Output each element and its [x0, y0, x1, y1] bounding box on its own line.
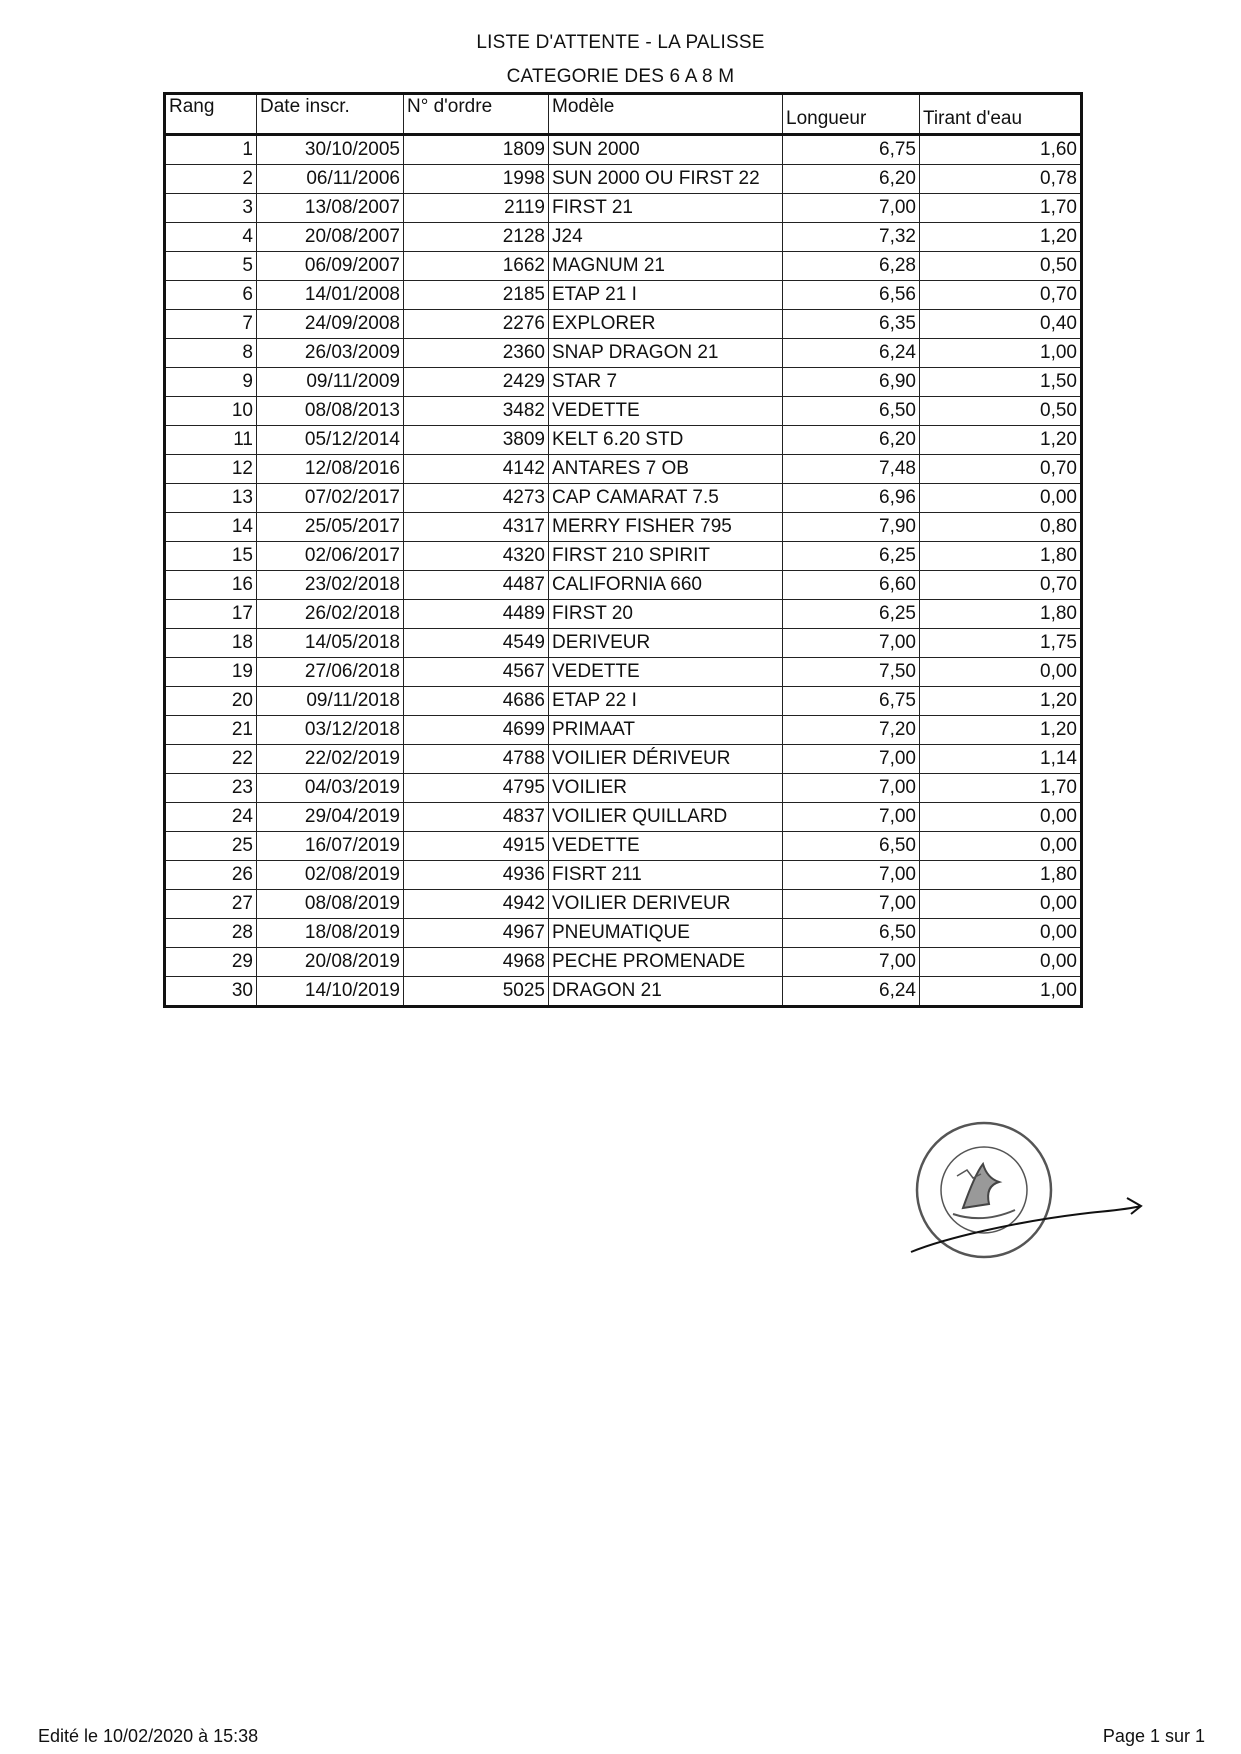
table-row [165, 890, 1082, 919]
cell-numero-ordre: 2185 [404, 281, 549, 310]
cell-numero-ordre: 4967 [404, 919, 549, 948]
cell-longueur: 6,75 [783, 135, 920, 165]
cell-date-inscription: 29/04/2019 [257, 803, 404, 832]
cell-tirant-eau: 1,80 [920, 600, 1082, 629]
footer-edited-date: Edité le 10/02/2020 à 15:38 [38, 1726, 259, 1746]
cell-longueur: 6,20 [783, 165, 920, 194]
cell-numero-ordre: 5025 [404, 977, 549, 1007]
cell-date-inscription: 24/09/2008 [257, 310, 404, 339]
cell-tirant-eau: 0,00 [920, 832, 1082, 861]
cell-tirant-eau: 1,20 [920, 426, 1082, 455]
cell-numero-ordre: 2360 [404, 339, 549, 368]
cell-tirant-eau: 1,20 [920, 716, 1082, 745]
cell-date-inscription: 06/11/2006 [257, 165, 404, 194]
cell-rang: 28 [165, 919, 257, 948]
cell-date-inscription: 20/08/2007 [257, 223, 404, 252]
table-row [165, 455, 1082, 484]
stamp-signature [905, 1110, 1145, 1260]
cell-numero-ordre: 4936 [404, 861, 549, 890]
table-row [165, 919, 1082, 948]
cell-longueur: 6,60 [783, 571, 920, 600]
cell-numero-ordre: 4320 [404, 542, 549, 571]
cell-date-inscription: 26/03/2009 [257, 339, 404, 368]
cell-numero-ordre: 2128 [404, 223, 549, 252]
header-rang: Rang [165, 94, 257, 135]
cell-longueur: 6,50 [783, 397, 920, 426]
cell-tirant-eau: 1,80 [920, 861, 1082, 890]
cell-longueur: 6,35 [783, 310, 920, 339]
cell-numero-ordre: 4837 [404, 803, 549, 832]
cell-rang: 15 [165, 542, 257, 571]
cell-modele: ETAP 22 I [549, 687, 783, 716]
table-row [165, 368, 1082, 397]
cell-rang: 5 [165, 252, 257, 281]
cell-modele: MAGNUM 21 [549, 252, 783, 281]
cell-rang: 2 [165, 165, 257, 194]
table-row [165, 861, 1082, 890]
cell-tirant-eau: 0,00 [920, 658, 1082, 687]
cell-numero-ordre: 4942 [404, 890, 549, 919]
cell-modele: PECHE PROMENADE [549, 948, 783, 977]
cell-tirant-eau: 1,14 [920, 745, 1082, 774]
cell-modele: FIRST 210 SPIRIT [549, 542, 783, 571]
cell-date-inscription: 23/02/2018 [257, 571, 404, 600]
cell-numero-ordre: 1998 [404, 165, 549, 194]
table-row [165, 135, 1082, 165]
cell-modele: ANTARES 7 OB [549, 455, 783, 484]
cell-date-inscription: 27/06/2018 [257, 658, 404, 687]
table-row [165, 687, 1082, 716]
cell-numero-ordre: 4915 [404, 832, 549, 861]
cell-numero-ordre: 4273 [404, 484, 549, 513]
cell-date-inscription: 05/12/2014 [257, 426, 404, 455]
table-row [165, 977, 1082, 1007]
cell-modele: J24 [549, 223, 783, 252]
cell-date-inscription: 13/08/2007 [257, 194, 404, 223]
cell-modele: DRAGON 21 [549, 977, 783, 1007]
cell-numero-ordre: 4317 [404, 513, 549, 542]
cell-numero-ordre: 2429 [404, 368, 549, 397]
cell-modele: PNEUMATIQUE [549, 919, 783, 948]
cell-longueur: 6,25 [783, 600, 920, 629]
cell-numero-ordre: 4788 [404, 745, 549, 774]
cell-date-inscription: 25/05/2017 [257, 513, 404, 542]
cell-rang: 3 [165, 194, 257, 223]
cell-date-inscription: 08/08/2013 [257, 397, 404, 426]
cell-longueur: 7,00 [783, 774, 920, 803]
table-row [165, 600, 1082, 629]
cell-longueur: 7,90 [783, 513, 920, 542]
cell-longueur: 7,50 [783, 658, 920, 687]
table-row [165, 397, 1082, 426]
cell-longueur: 7,00 [783, 194, 920, 223]
cell-longueur: 7,00 [783, 745, 920, 774]
table-row [165, 774, 1082, 803]
cell-numero-ordre: 4795 [404, 774, 549, 803]
table-row [165, 571, 1082, 600]
header-tirant-eau: Tirant d'eau [920, 94, 1082, 135]
table-row [165, 948, 1082, 977]
cell-tirant-eau: 0,50 [920, 252, 1082, 281]
cell-date-inscription: 30/10/2005 [257, 135, 404, 165]
table-row [165, 629, 1082, 658]
cell-rang: 16 [165, 571, 257, 600]
cell-numero-ordre: 4968 [404, 948, 549, 977]
cell-rang: 9 [165, 368, 257, 397]
cell-modele: VOILIER DÉRIVEUR [549, 745, 783, 774]
cell-date-inscription: 02/08/2019 [257, 861, 404, 890]
cell-tirant-eau: 0,78 [920, 165, 1082, 194]
cell-date-inscription: 14/10/2019 [257, 977, 404, 1007]
cell-rang: 24 [165, 803, 257, 832]
cell-numero-ordre: 1809 [404, 135, 549, 165]
cell-date-inscription: 08/08/2019 [257, 890, 404, 919]
table-row [165, 426, 1082, 455]
cell-modele: VOILIER QUILLARD [549, 803, 783, 832]
cell-rang: 10 [165, 397, 257, 426]
table-row [165, 832, 1082, 861]
cell-longueur: 6,56 [783, 281, 920, 310]
harbour-stamp [917, 1123, 1051, 1257]
cell-tirant-eau: 0,50 [920, 397, 1082, 426]
cell-longueur: 6,24 [783, 977, 920, 1007]
cell-date-inscription: 12/08/2016 [257, 455, 404, 484]
table-row [165, 658, 1082, 687]
table-row [165, 165, 1082, 194]
cell-numero-ordre: 3482 [404, 397, 549, 426]
cell-modele: VOILIER [549, 774, 783, 803]
cell-tirant-eau: 0,00 [920, 484, 1082, 513]
cell-numero-ordre: 2119 [404, 194, 549, 223]
cell-modele: CALIFORNIA 660 [549, 571, 783, 600]
cell-numero-ordre: 4686 [404, 687, 549, 716]
header-numero-ordre: N° d'ordre [404, 94, 549, 135]
cell-rang: 7 [165, 310, 257, 339]
cell-rang: 19 [165, 658, 257, 687]
cell-tirant-eau: 1,20 [920, 223, 1082, 252]
cell-date-inscription: 07/02/2017 [257, 484, 404, 513]
cell-rang: 4 [165, 223, 257, 252]
cell-modele: STAR 7 [549, 368, 783, 397]
cell-modele: FISRT 211 [549, 861, 783, 890]
cell-tirant-eau: 0,70 [920, 281, 1082, 310]
cell-longueur: 6,75 [783, 687, 920, 716]
cell-tirant-eau: 0,00 [920, 890, 1082, 919]
cell-longueur: 6,25 [783, 542, 920, 571]
cell-longueur: 6,50 [783, 919, 920, 948]
cell-modele: CAP CAMARAT 7.5 [549, 484, 783, 513]
cell-tirant-eau: 0,00 [920, 948, 1082, 977]
table-header-row [165, 94, 1082, 135]
table-row [165, 484, 1082, 513]
cell-numero-ordre: 4699 [404, 716, 549, 745]
cell-rang: 12 [165, 455, 257, 484]
cell-modele: DERIVEUR [549, 629, 783, 658]
cell-longueur: 7,00 [783, 948, 920, 977]
cell-tirant-eau: 0,00 [920, 919, 1082, 948]
cell-rang: 1 [165, 135, 257, 165]
cell-modele: VOILIER DERIVEUR [549, 890, 783, 919]
cell-modele: FIRST 20 [549, 600, 783, 629]
cell-rang: 27 [165, 890, 257, 919]
cell-modele: EXPLORER [549, 310, 783, 339]
cell-longueur: 6,90 [783, 368, 920, 397]
cell-numero-ordre: 1662 [404, 252, 549, 281]
cell-modele: PRIMAAT [549, 716, 783, 745]
cell-rang: 20 [165, 687, 257, 716]
document-subtitle: CATEGORIE DES 6 A 8 M [506, 66, 735, 87]
cell-rang: 18 [165, 629, 257, 658]
cell-date-inscription: 16/07/2019 [257, 832, 404, 861]
cell-rang: 11 [165, 426, 257, 455]
cell-tirant-eau: 1,50 [920, 368, 1082, 397]
cell-numero-ordre: 4549 [404, 629, 549, 658]
cell-tirant-eau: 1,75 [920, 629, 1082, 658]
cell-longueur: 6,20 [783, 426, 920, 455]
cell-modele: SUN 2000 OU FIRST 22 [549, 165, 783, 194]
table-row [165, 542, 1082, 571]
cell-modele: ETAP 21 I [549, 281, 783, 310]
cell-modele: VEDETTE [549, 658, 783, 687]
cell-tirant-eau: 1,00 [920, 339, 1082, 368]
header-date-inscription: Date inscr. [257, 94, 404, 135]
cell-tirant-eau: 1,70 [920, 774, 1082, 803]
table-row [165, 194, 1082, 223]
cell-tirant-eau: 1,60 [920, 135, 1082, 165]
cell-numero-ordre: 4567 [404, 658, 549, 687]
table-row [165, 339, 1082, 368]
cell-date-inscription: 18/08/2019 [257, 919, 404, 948]
cell-rang: 22 [165, 745, 257, 774]
cell-rang: 8 [165, 339, 257, 368]
cell-tirant-eau: 0,80 [920, 513, 1082, 542]
cell-date-inscription: 03/12/2018 [257, 716, 404, 745]
cell-date-inscription: 22/02/2019 [257, 745, 404, 774]
cell-longueur: 7,32 [783, 223, 920, 252]
cell-date-inscription: 09/11/2018 [257, 687, 404, 716]
cell-tirant-eau: 1,70 [920, 194, 1082, 223]
cell-date-inscription: 14/01/2008 [257, 281, 404, 310]
cell-numero-ordre: 3809 [404, 426, 549, 455]
cell-rang: 30 [165, 977, 257, 1007]
cell-numero-ordre: 4142 [404, 455, 549, 484]
cell-date-inscription: 06/09/2007 [257, 252, 404, 281]
table-row [165, 745, 1082, 774]
cell-modele: VEDETTE [549, 832, 783, 861]
table-row [165, 513, 1082, 542]
cell-date-inscription: 09/11/2009 [257, 368, 404, 397]
cell-longueur: 7,00 [783, 629, 920, 658]
cell-modele: FIRST 21 [549, 194, 783, 223]
header-longueur: Longueur [783, 94, 920, 135]
document-title: LISTE D'ATTENTE - LA PALISSE [476, 32, 765, 53]
cell-date-inscription: 20/08/2019 [257, 948, 404, 977]
cell-date-inscription: 14/05/2018 [257, 629, 404, 658]
table-row [165, 223, 1082, 252]
cell-modele: MERRY FISHER 795 [549, 513, 783, 542]
cell-longueur: 6,28 [783, 252, 920, 281]
cell-rang: 29 [165, 948, 257, 977]
cell-modele: SUN 2000 [549, 135, 783, 165]
cell-longueur: 7,48 [783, 455, 920, 484]
cell-numero-ordre: 2276 [404, 310, 549, 339]
cell-tirant-eau: 1,80 [920, 542, 1082, 571]
table-row [165, 281, 1082, 310]
cell-rang: 17 [165, 600, 257, 629]
cell-longueur: 6,24 [783, 339, 920, 368]
cell-tirant-eau: 0,00 [920, 803, 1082, 832]
header-modele: Modèle [549, 94, 783, 135]
cell-rang: 25 [165, 832, 257, 861]
cell-modele: VEDETTE [549, 397, 783, 426]
cell-numero-ordre: 4489 [404, 600, 549, 629]
cell-longueur: 7,00 [783, 803, 920, 832]
cell-tirant-eau: 0,40 [920, 310, 1082, 339]
cell-rang: 13 [165, 484, 257, 513]
cell-rang: 14 [165, 513, 257, 542]
table-row [165, 716, 1082, 745]
cell-rang: 26 [165, 861, 257, 890]
cell-rang: 23 [165, 774, 257, 803]
cell-longueur: 7,00 [783, 861, 920, 890]
table-row [165, 803, 1082, 832]
cell-tirant-eau: 1,00 [920, 977, 1082, 1007]
cell-date-inscription: 04/03/2019 [257, 774, 404, 803]
cell-longueur: 7,00 [783, 890, 920, 919]
table-row [165, 252, 1082, 281]
cell-rang: 21 [165, 716, 257, 745]
cell-numero-ordre: 4487 [404, 571, 549, 600]
cell-modele: SNAP DRAGON 21 [549, 339, 783, 368]
cell-longueur: 6,50 [783, 832, 920, 861]
waiting-list-table [163, 92, 1083, 1008]
cell-tirant-eau: 1,20 [920, 687, 1082, 716]
cell-longueur: 6,96 [783, 484, 920, 513]
cell-date-inscription: 02/06/2017 [257, 542, 404, 571]
table-row [165, 310, 1082, 339]
cell-tirant-eau: 0,70 [920, 455, 1082, 484]
cell-tirant-eau: 0,70 [920, 571, 1082, 600]
cell-longueur: 7,20 [783, 716, 920, 745]
cell-modele: KELT 6.20 STD [549, 426, 783, 455]
footer-page-number: Page 1 sur 1 [1102, 1726, 1205, 1746]
cell-date-inscription: 26/02/2018 [257, 600, 404, 629]
cell-rang: 6 [165, 281, 257, 310]
